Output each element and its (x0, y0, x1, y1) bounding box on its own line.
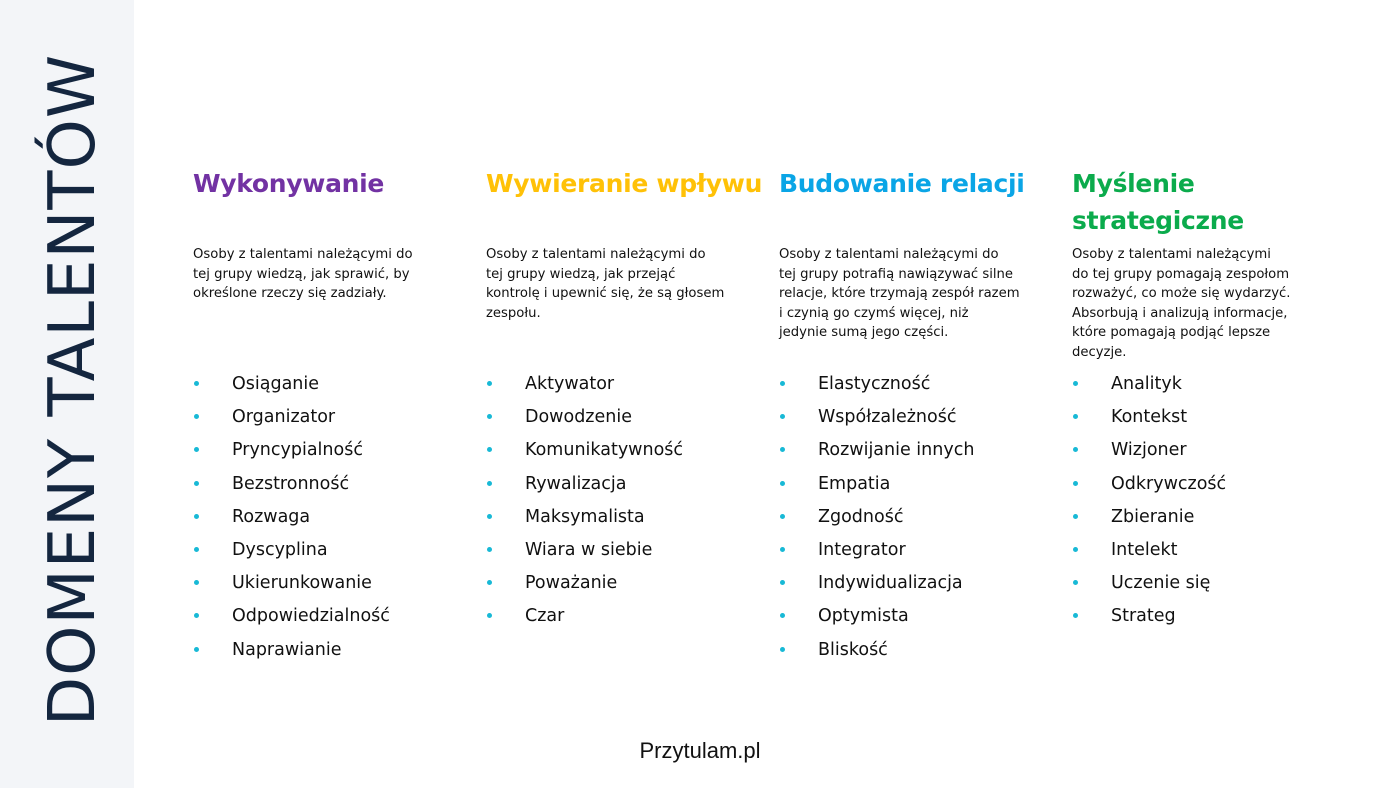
bullet-icon (487, 547, 492, 552)
talent-item (193, 471, 390, 504)
column-budowanie-relacji (779, 165, 1059, 660)
talent-label: Ukierunkowanie (232, 573, 372, 594)
side-title: DOMENY TALENTÓW (36, 53, 110, 727)
bullet-icon (780, 414, 785, 419)
talent-label: Indywidualizacja (818, 573, 963, 594)
talent-label: Czar (525, 606, 565, 627)
bullet-icon (194, 481, 199, 486)
bullet-icon (780, 381, 785, 386)
column-description: Osoby z talentami należącymi do tej grupy wiedzą, jak przejąć kontrolę i upewnić się, że są głosem zespołu. (486, 247, 725, 321)
talent-label: Współzależność (818, 407, 957, 428)
talent-item (193, 603, 390, 636)
talent-item (1072, 570, 1226, 603)
talent-label: Dyscyplina (232, 539, 328, 560)
talent-list (779, 371, 974, 670)
column-description: Osoby z talentami należącymi do tej grupy wiedzą, jak sprawić, by określone rzeczy się zadziały. (193, 247, 413, 301)
talent-item (486, 371, 683, 404)
talent-item (1072, 504, 1226, 537)
talent-item (779, 570, 974, 603)
bullet-icon (780, 580, 785, 585)
talent-label: Wiara w siebie (525, 539, 653, 560)
bullet-icon (194, 381, 199, 386)
talent-item (779, 603, 974, 636)
talent-label: Naprawianie (232, 639, 342, 660)
bullet-icon (194, 447, 199, 452)
talent-item (486, 570, 683, 603)
bullet-icon (780, 447, 785, 452)
talent-label: Uczenie się (1111, 573, 1211, 594)
bullet-icon (487, 580, 492, 585)
bullet-icon (487, 613, 492, 618)
bullet-icon (1073, 481, 1078, 486)
talent-list (1072, 371, 1226, 637)
talent-label: Rozwijanie innych (818, 440, 975, 461)
talent-item (779, 471, 974, 504)
talent-label: Komunikatywność (525, 440, 684, 461)
talent-item (486, 437, 683, 470)
column-description: Osoby z talentami należącymi do tej grupy potrafią nawiązywać silne relacje, które trzymają zespół razem i czynią go czymś więcej, niż jedynie sumą jego części. (779, 247, 1020, 340)
bullet-icon (487, 447, 492, 452)
bullet-icon (487, 481, 492, 486)
bullet-icon (1073, 447, 1078, 452)
column-title: Myślenie strategiczne (1072, 169, 1244, 235)
talent-item (779, 537, 974, 570)
talent-label: Aktywator (525, 374, 615, 394)
talent-item (193, 437, 390, 470)
talent-item (486, 404, 683, 437)
bullet-icon (1073, 514, 1078, 519)
talent-item (779, 404, 974, 437)
talent-label: Integrator (818, 539, 906, 560)
talent-list (193, 371, 390, 670)
talent-label: Odkrywczość (1111, 473, 1227, 494)
talent-item (1072, 471, 1226, 504)
talent-label: Optymista (818, 606, 909, 627)
talent-item (486, 471, 683, 504)
bullet-icon (1073, 414, 1078, 419)
talent-item (193, 570, 390, 603)
talent-list (486, 371, 683, 637)
talent-item (1072, 404, 1226, 437)
bullet-icon (194, 414, 199, 419)
talent-item (486, 603, 683, 636)
column-description: Osoby z talentami należącymi do tej grupy pomagają zespołom rozważyć, co może się wydarzyć. Absorbują i analizują informacje, które pomagają podjąć lepsze decyzje. (1072, 247, 1291, 360)
bullet-icon (780, 647, 785, 652)
talent-label: Organizator (232, 407, 336, 428)
bullet-icon (1073, 580, 1078, 585)
column-myslenie-strategiczne (1072, 165, 1352, 627)
talent-item (486, 504, 683, 537)
talent-item (193, 504, 390, 537)
bullet-icon (1073, 381, 1078, 386)
bullet-icon (780, 481, 785, 486)
column-wywieranie-wplywu (486, 165, 766, 627)
talent-label: Bezstronność (232, 473, 350, 494)
talent-label: Osiąganie (232, 374, 320, 394)
talent-label: Elastyczność (818, 374, 931, 394)
talent-item (1072, 371, 1226, 404)
bullet-icon (1073, 547, 1078, 552)
bullet-icon (487, 381, 492, 386)
talent-label: Intelekt (1111, 539, 1178, 560)
talent-item (486, 537, 683, 570)
talent-label: Dowodzenie (525, 407, 632, 428)
bullet-icon (194, 580, 199, 585)
bullet-icon (780, 613, 785, 618)
column-title: Budowanie relacji (779, 169, 1025, 198)
talent-label: Zbieranie (1111, 506, 1195, 527)
column-title: Wywieranie wpływu (486, 169, 763, 198)
talent-label: Bliskość (818, 639, 888, 660)
talent-item (779, 637, 974, 670)
talent-label: Rozwaga (232, 506, 311, 527)
talent-label: Rywalizacja (525, 473, 627, 494)
bullet-icon (194, 547, 199, 552)
talent-label: Wizjoner (1111, 440, 1187, 461)
talent-label: Pryncypialność (232, 440, 363, 461)
talent-label: Odpowiedzialność (232, 606, 390, 627)
talent-item (779, 437, 974, 470)
talent-label: Maksymalista (525, 506, 645, 527)
column-title: Wykonywanie (193, 169, 385, 198)
talent-item (779, 504, 974, 537)
column-wykonywanie (193, 165, 473, 660)
talent-label: Zgodność (818, 506, 904, 527)
side-panel (0, 0, 134, 788)
talent-item (779, 371, 974, 404)
bullet-icon (487, 414, 492, 419)
talent-item (193, 537, 390, 570)
bullet-icon (194, 647, 199, 652)
talent-item (1072, 437, 1226, 470)
bullet-icon (487, 514, 492, 519)
bullet-icon (194, 613, 199, 618)
talent-item (193, 637, 390, 670)
bullet-icon (780, 547, 785, 552)
bullet-icon (780, 514, 785, 519)
talent-label: Analityk (1111, 374, 1182, 394)
talent-label: Empatia (818, 473, 891, 494)
footer-brand: Przytulam.pl (639, 738, 761, 763)
talent-label: Kontekst (1111, 407, 1188, 428)
talent-label: Poważanie (525, 573, 618, 594)
talent-item (1072, 537, 1226, 570)
bullet-icon (1073, 613, 1078, 618)
talent-item (193, 371, 390, 404)
talent-label: Strateg (1111, 606, 1176, 627)
talent-item (193, 404, 390, 437)
talent-item (1072, 603, 1226, 636)
bullet-icon (194, 514, 199, 519)
